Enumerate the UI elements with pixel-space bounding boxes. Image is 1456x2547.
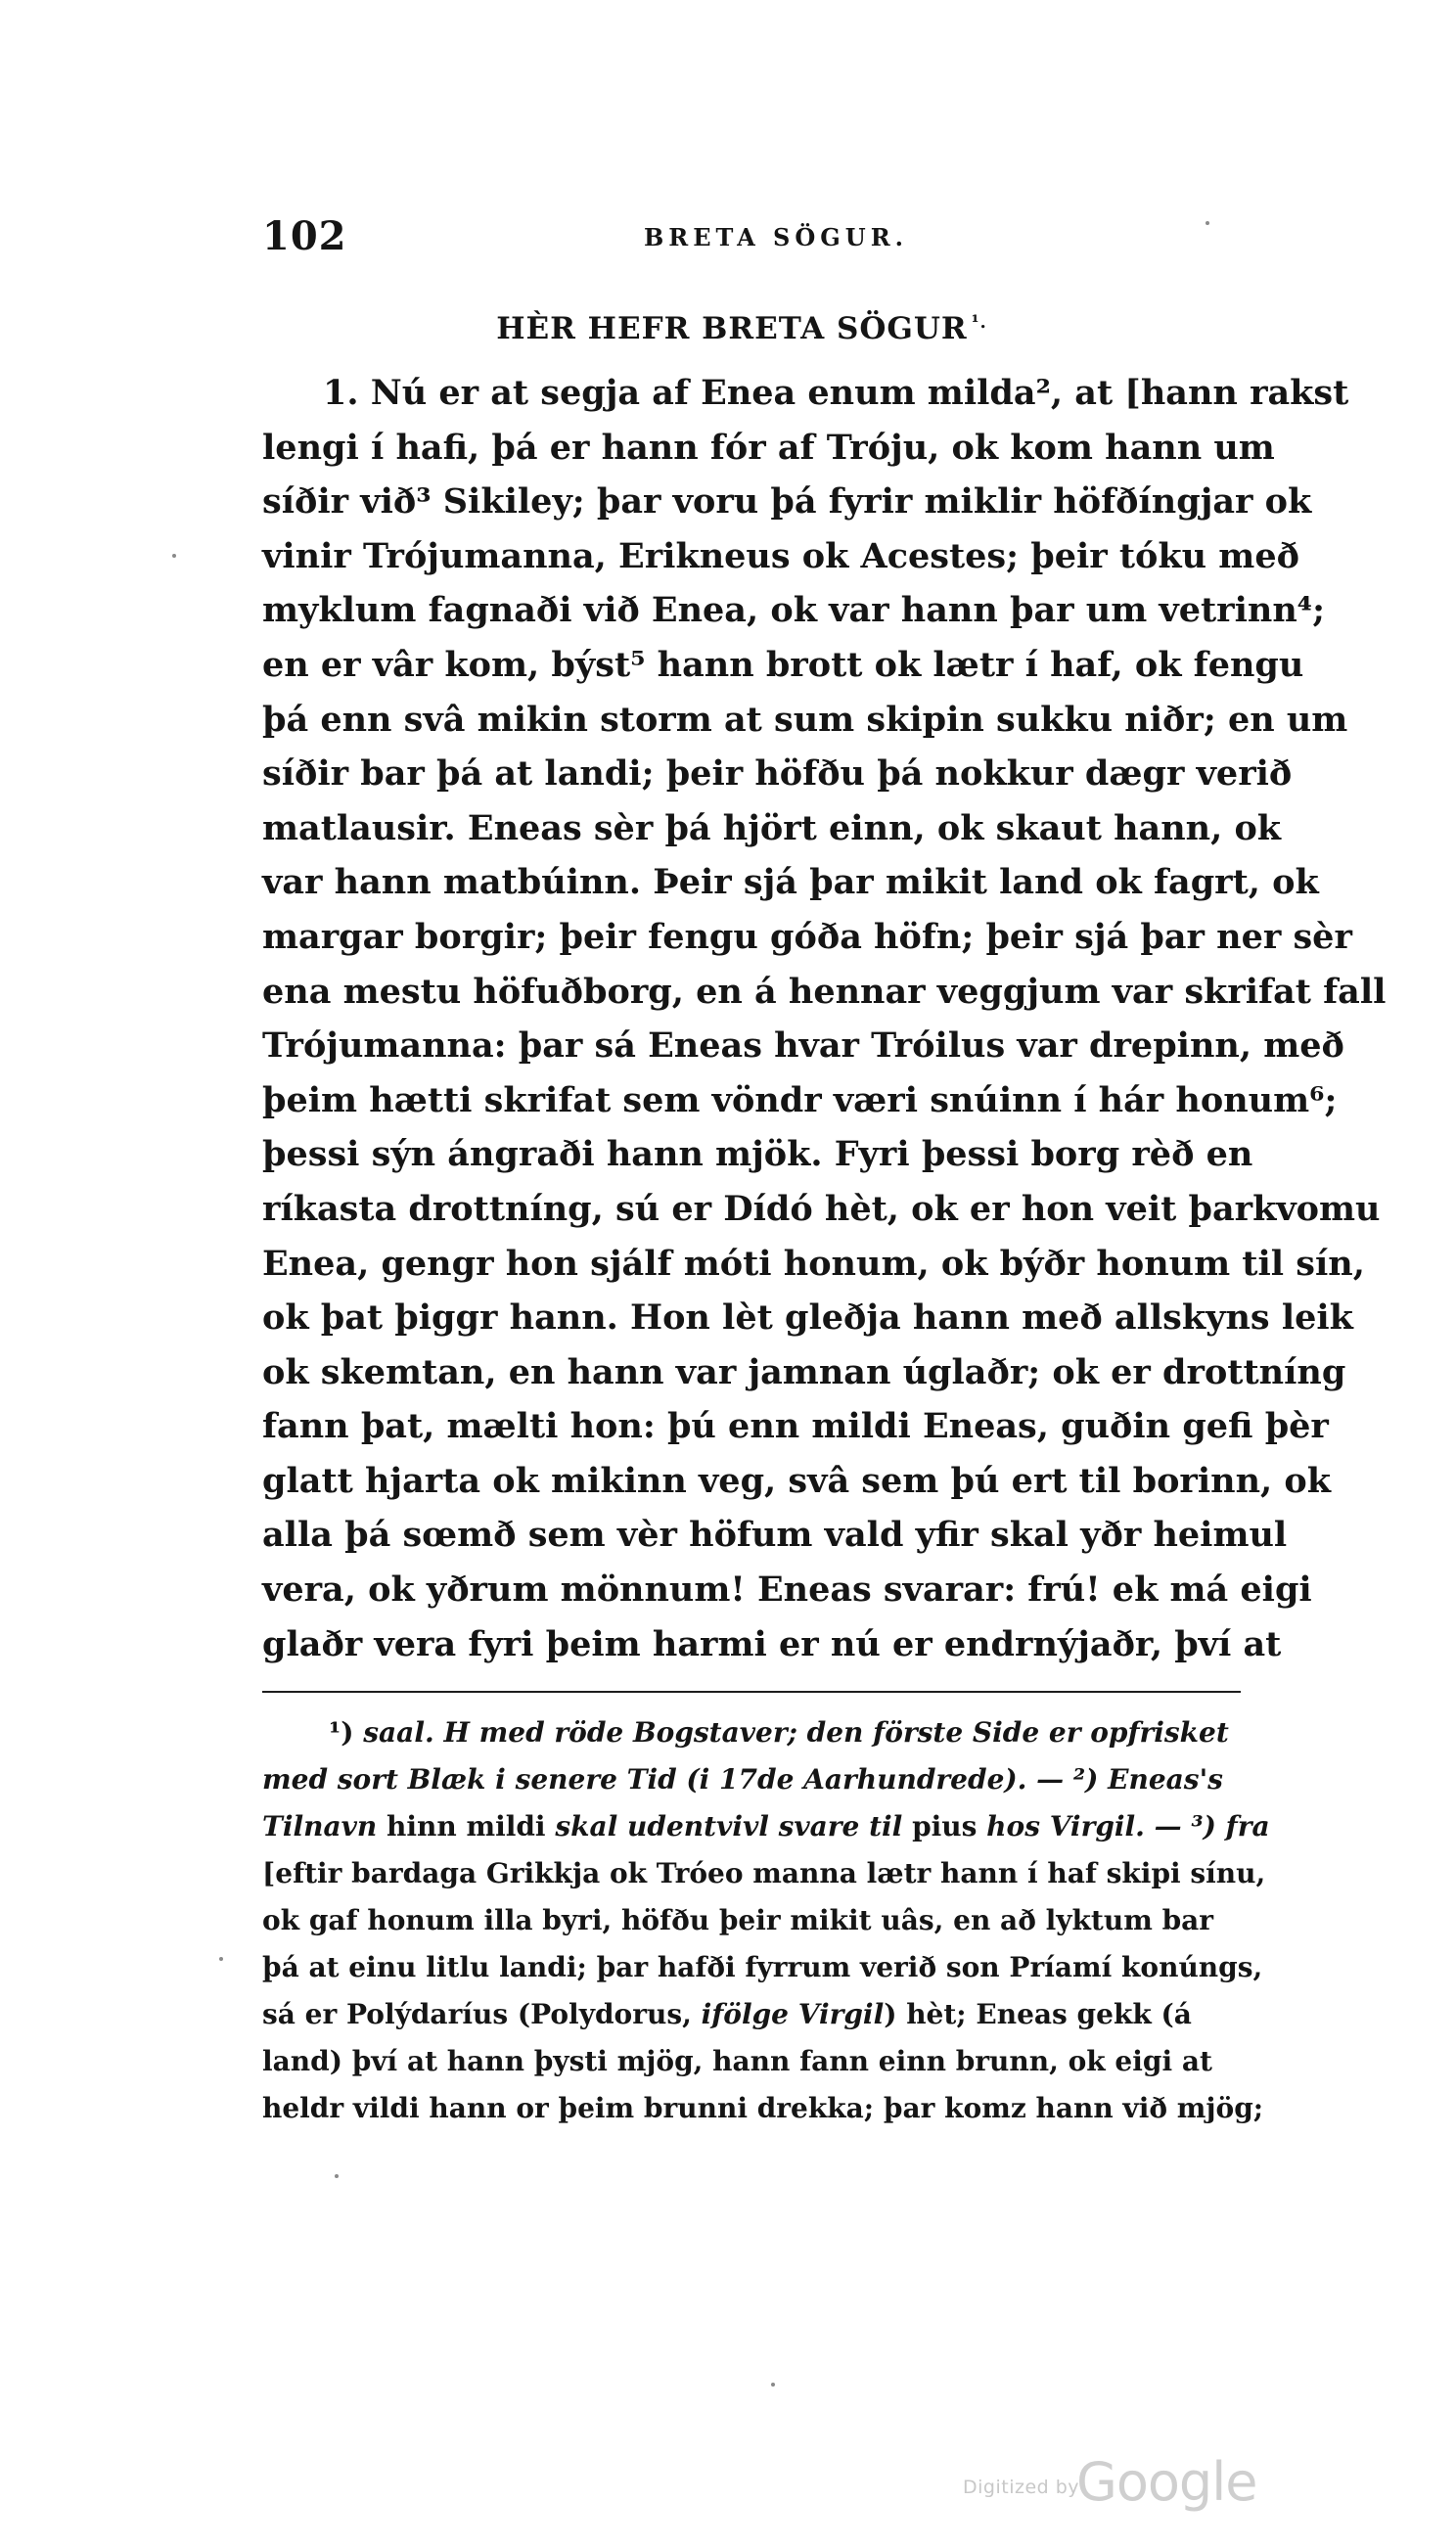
footnote-line <box>329 1709 1270 1756</box>
text-line: glatt hjarta ok mikinn veg, svâ sem þú ert til borinn, ok <box>262 1460 1332 1501</box>
text-line: ok skemtan, en hann var jamnan úglaðr; ok er drottníng <box>262 1351 1346 1392</box>
footnote-line <box>262 2038 1270 2085</box>
section-heading <box>262 311 1221 346</box>
footnote-line <box>262 1803 1270 1850</box>
text-line: myklum fagnaði við Enea, ok var hann þar um vetrinn⁴; <box>262 590 1326 631</box>
digitized-by-google-watermark <box>963 2451 1257 2513</box>
text-line: ok þat þiggr hann. Hon lèt gleðja hann með allskyns leik <box>262 1297 1353 1339</box>
footnote-divider <box>262 1691 1241 1693</box>
footnote-segment: Tilnavn <box>262 1810 387 1842</box>
text-line: Enea, gengr hon sjálf móti honum, ok býðr honum til sín, <box>262 1243 1365 1284</box>
running-title: BRETA SÖGUR. <box>644 223 909 251</box>
footnote-segment: hinn mildi <box>386 1810 556 1842</box>
footnote-line <box>262 1897 1270 1944</box>
text-line: ríkasta drottníng, sú er Dídó hèt, ok er hon veit þarkvomu <box>262 1188 1381 1229</box>
main-text <box>262 366 1387 1671</box>
scan-speck <box>335 2174 339 2178</box>
scan-speck <box>219 1957 223 1961</box>
text-line: en er vâr kom, býst⁵ hann brott ok lætr í haf, ok fengu <box>262 644 1304 685</box>
footnote-segment: heldr vildi hann or þeim brunni drekka; þar komz hann við mjög; <box>262 2092 1264 2124</box>
footnote-segment: ¹) <box>329 1716 364 1749</box>
scan-speck <box>771 2383 775 2387</box>
text-line: fann þat, mælti hon: þú enn mildi Eneas, guðin gefi þèr <box>262 1406 1329 1447</box>
page-header <box>262 213 1221 272</box>
text-line: margar borgir; þeir fengu góða höfn; þeir sjá þar ner sèr <box>262 916 1352 957</box>
footnote-segment: ifölge Virgil <box>701 1998 885 2030</box>
text-line: glaðr vera fyri þeim harmi er nú er endrnýjaðr, því at <box>262 1623 1282 1664</box>
text-line: þessi sýn ángraði hann mjök. Fyri þessi borg rèð en <box>262 1134 1253 1175</box>
footnote-line <box>262 1944 1270 1991</box>
text-line: þeim hætti skrifat sem vöndr væri snúinn í hár honum⁶; <box>262 1079 1338 1120</box>
page-number: 102 <box>262 213 347 259</box>
text-line: matlausir. Eneas sèr þá hjört einn, ok skaut hann, ok <box>262 807 1282 848</box>
section-heading-text: HÈR HEFR BRETA SÖGUR <box>496 311 968 346</box>
text-line: vinir Trójumanna, Erikneus ok Acestes; þeir tóku með <box>262 535 1299 576</box>
google-logo: Google <box>1076 2451 1257 2513</box>
footnote-segment: pius <box>912 1810 987 1842</box>
footnote-line <box>262 1991 1270 2038</box>
text-line: síðir við³ Sikiley; þar voru þá fyrir miklir höfðíngjar ok <box>262 481 1312 523</box>
footnote-segment: skal udentvivl svare til <box>555 1810 913 1842</box>
footnote-segment: saal. H med röde Bogstaver; den förste Side er opfrisket <box>363 1716 1229 1749</box>
text-line: síðir bar þá at landi; þeir höfðu þá nokkur dægr verið <box>262 753 1293 795</box>
text-line: ena mestu höfuðborg, en á hennar veggjum var skrifat fall <box>262 971 1387 1012</box>
footnotes <box>262 1709 1270 2132</box>
footnote-segment: med sort Blæk i senere Tid (i 17de Aarhundrede). — ²) Eneas's <box>262 1763 1223 1796</box>
scan-speck <box>1206 221 1209 225</box>
footnote-line <box>262 1850 1270 1897</box>
section-heading-note: ¹. <box>971 311 987 333</box>
footnote-segment: hos Virgil. — ³) fra <box>986 1810 1270 1842</box>
footnote-segment: ) hèt; Eneas gekk (á <box>884 1998 1192 2030</box>
text-line: vera, ok yðrum mönnum! Eneas svarar: frú! ek má eigi <box>262 1569 1312 1611</box>
footnote-segment: sá er Polýdaríus (Polydorus, <box>262 1998 702 2030</box>
footnote-line <box>262 2085 1270 2132</box>
text-line: alla þá sœmð sem vèr höfum vald yfir skal yðr heimul <box>262 1515 1288 1556</box>
text-line: þá enn svâ mikin storm at sum skipin sukku niðr; en um <box>262 699 1348 740</box>
footnote-segment: [eftir bardaga Grikkja ok Tróeo manna lætr hann í haf skipi sínu, <box>262 1857 1266 1889</box>
scan-speck <box>172 554 176 558</box>
watermark-prefix: Digitized by <box>963 2477 1080 2498</box>
text-line: 1. Nú er at segja af Enea enum milda², at [hann rakst <box>323 373 1349 413</box>
footnote-segment: þá at einu litlu landi; þar hafði fyrrum verið son Príamí konúngs, <box>262 1951 1263 1983</box>
text-line: Trójumanna: þar sá Eneas hvar Tróilus var drepinn, með <box>262 1025 1344 1067</box>
text-line: lengi í hafi, þá er hann fór af Tróju, ok kom hann um <box>262 427 1275 468</box>
footnote-line <box>262 1756 1270 1803</box>
footnote-segment: land) því at hann þysti mjög, hann fann einn brunn, ok eigi at <box>262 2045 1212 2077</box>
text-line: var hann matbúinn. Þeir sjá þar mikit land ok fagrt, ok <box>262 862 1319 903</box>
footnote-segment: ok gaf honum illa byri, höfðu þeir mikit uâs, en að lyktum bar <box>262 1904 1214 1936</box>
